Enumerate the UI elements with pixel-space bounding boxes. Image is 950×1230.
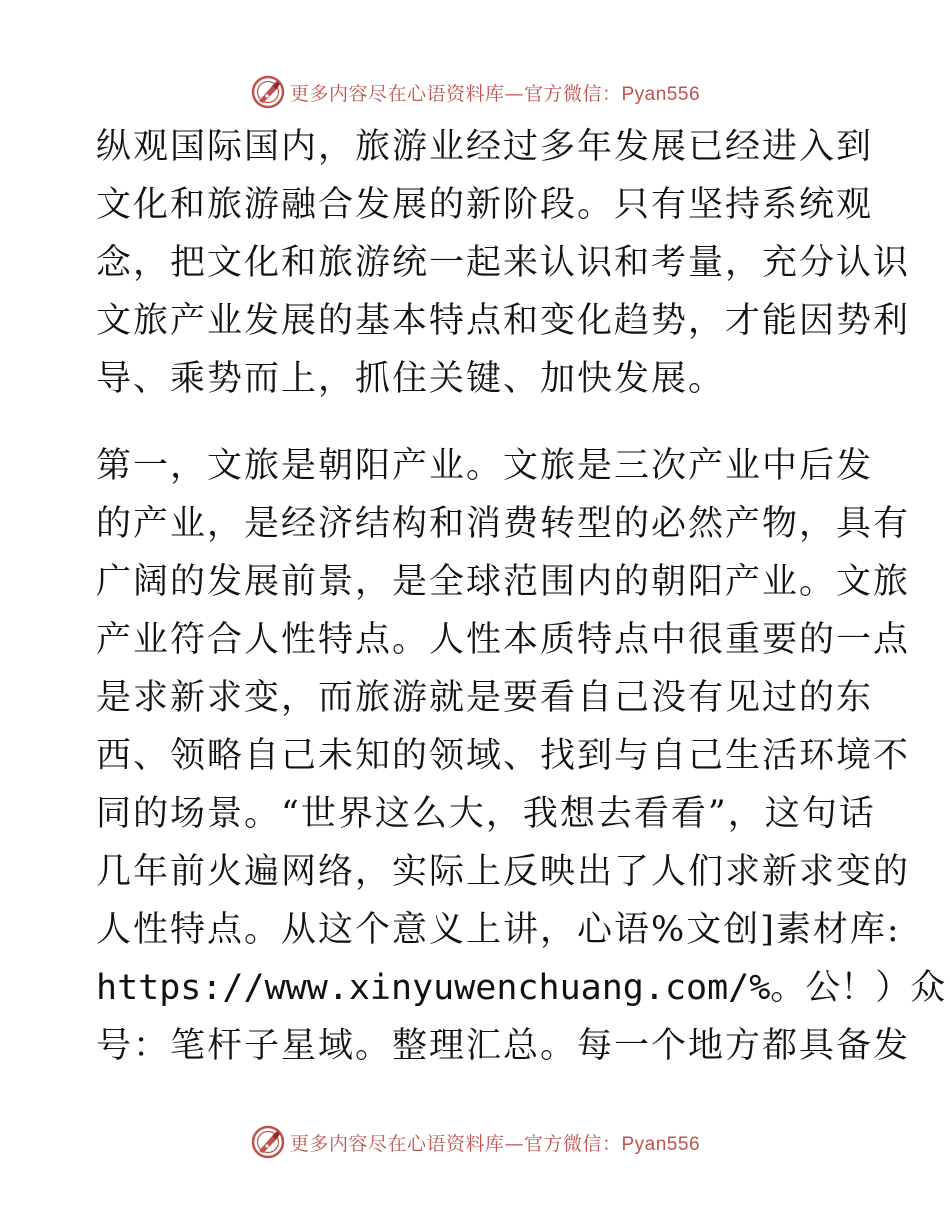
banner-text [290, 79, 700, 106]
text-line: 是求新求变，而旅游就是要看自己没有见过的东 [96, 678, 874, 718]
wechat-id: Pyan556 [621, 83, 701, 105]
pen-nib-logo-icon [250, 74, 286, 110]
text-line: 号：笔杆子星域。整理汇总。每一个地方都具备发 [96, 1026, 911, 1066]
header-banner [0, 72, 950, 112]
text-line-url: https://www.xinyuwenchuang.com/%。公！）众 [96, 968, 946, 1008]
text-line: 文化和旅游融合发展的新阶段。只有坚持系统观 [96, 185, 874, 225]
paragraph-intro [96, 118, 911, 408]
footer-banner [0, 1122, 950, 1162]
text-line: 几年前火遍网络，实际上反映出了人们求新求变的 [96, 852, 911, 892]
banner-title: 更多内容尽在心语资料库 [289, 82, 505, 105]
text-line: 产业符合人性特点。人性本质特点中很重要的一点 [96, 620, 911, 660]
wechat-label: 官方微信： [523, 1132, 622, 1155]
banner-separator: — [504, 82, 524, 105]
pen-nib-logo-icon [250, 1124, 286, 1160]
wechat-label: 官方微信： [523, 82, 622, 105]
text-line: 文旅产业发展的基本特点和变化趋势，才能因势利 [96, 301, 911, 341]
text-line: 广阔的发展前景，是全球范围内的朝阳产业。文旅 [96, 562, 911, 602]
document-body [96, 118, 946, 1075]
text-line: 西、领略自己未知的领域、找到与自己生活环境不 [96, 736, 911, 776]
text-line: 念，把文化和旅游统一起来认识和考量，充分认识 [96, 243, 911, 283]
text-line: 第一，文旅是朝阳产业。文旅是三次产业中后发 [96, 446, 874, 486]
paragraph-first-point [96, 437, 946, 1075]
text-line: 导、乘势而上，抓住关键、加快发展。 [96, 359, 726, 399]
paragraph-gap [96, 408, 856, 437]
banner-title: 更多内容尽在心语资料库 [289, 1132, 505, 1155]
banner-separator: — [504, 1132, 524, 1155]
banner-text [290, 1129, 700, 1156]
text-line: 纵观国际国内，旅游业经过多年发展已经进入到 [96, 127, 874, 167]
text-line: 人性特点。从这个意义上讲，心语%文创]素材库: [96, 910, 901, 950]
text-line: 同的场景。“世界这么大，我想去看看”，这句话 [96, 794, 876, 834]
text-line: 的产业，是经济结构和消费转型的必然产物，具有 [96, 504, 911, 544]
wechat-id: Pyan556 [621, 1133, 701, 1155]
